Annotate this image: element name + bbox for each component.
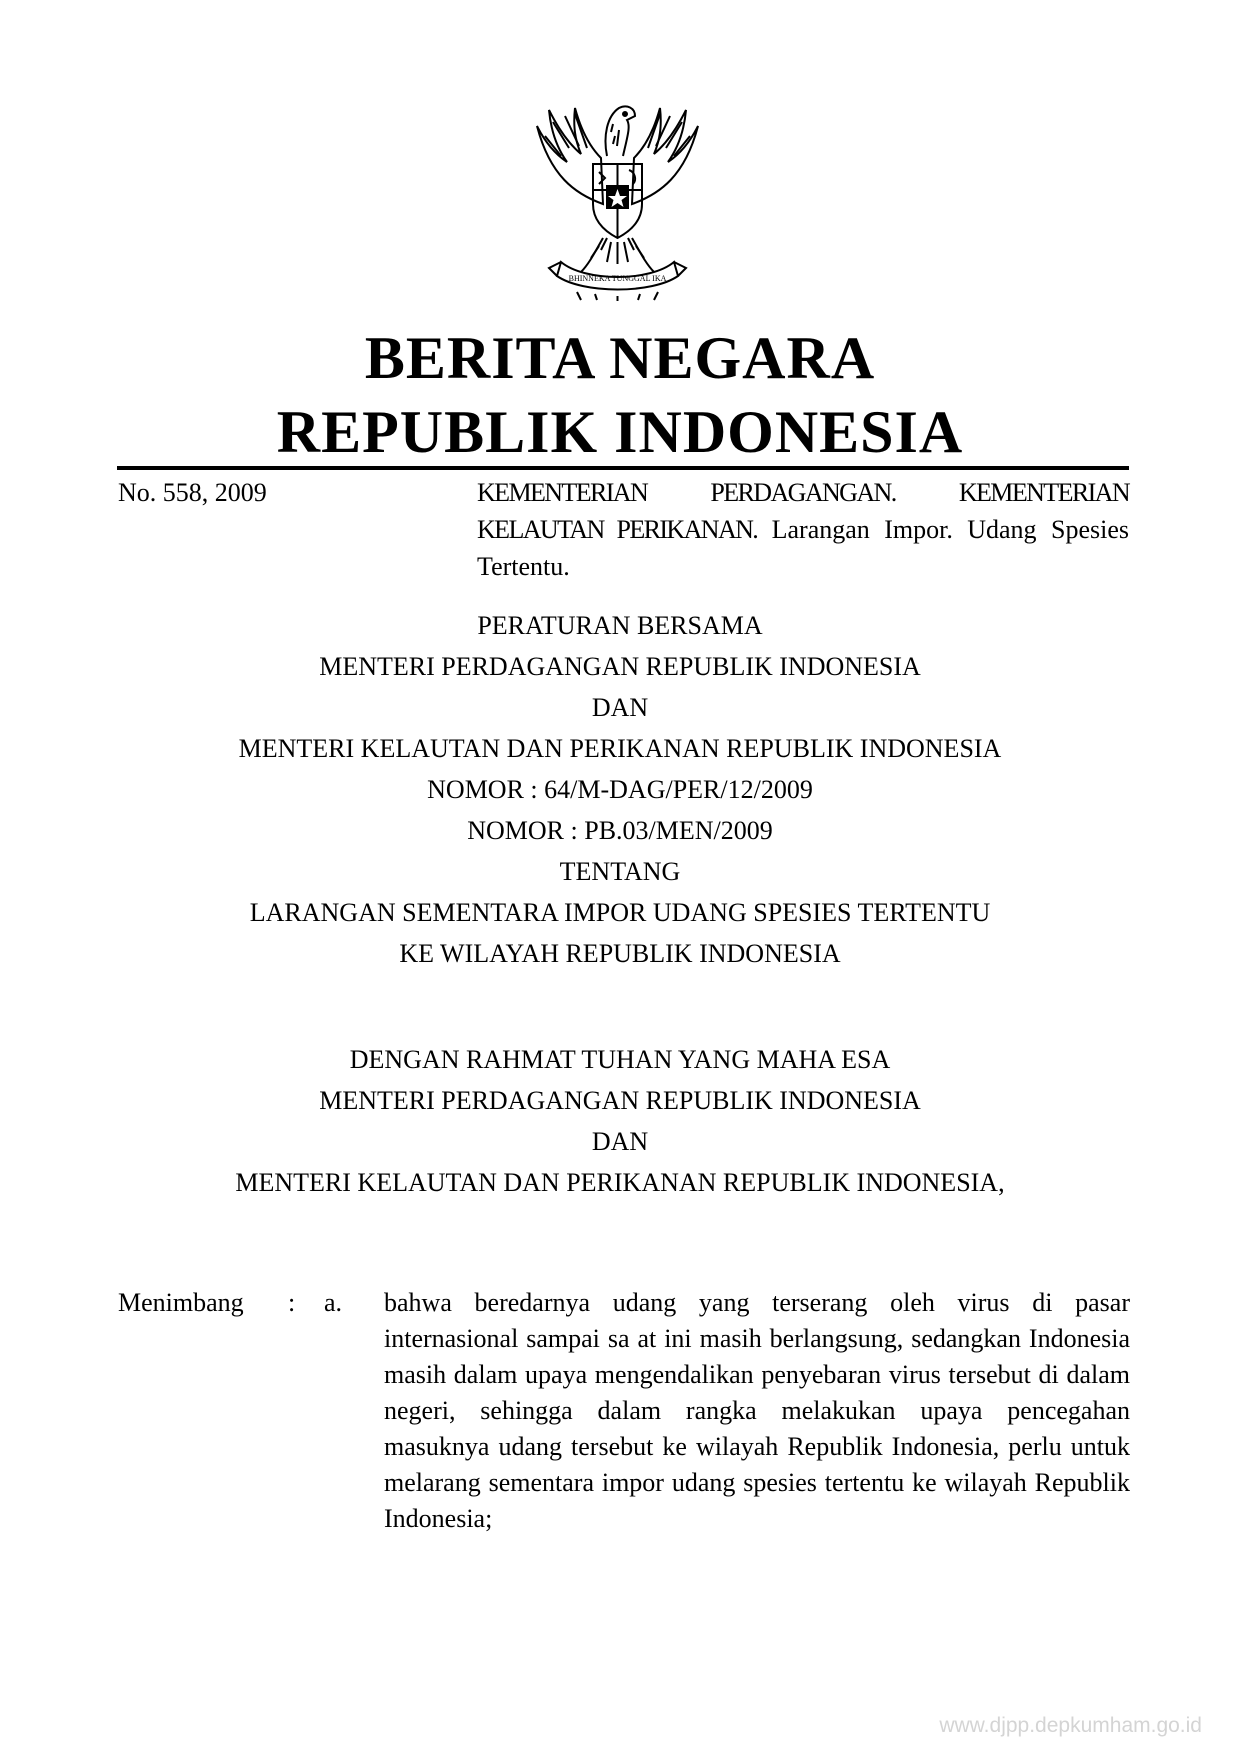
garuda-emblem-icon bbox=[515, 86, 720, 301]
preamble-line: DENGAN RAHMAT TUHAN YANG MAHA ESA bbox=[349, 1045, 891, 1074]
considering-item-text: bahwa beredarnya udang yang terserang oleh virus di pasar internasional sampai sa at ini masih berlangsung, sedangkan Indonesia masih dalam upaya mengendalikan penyebaran virus tersebut di dalam negeri, sehingga dalam rangka melakukan upaya pencegahan masuknya udang tersebut ke wilayah Republik Indonesia, perlu untuk melarang sementara impor udang spesies tertentu ke wilayah Republik Indonesia; bbox=[384, 1288, 1130, 1533]
masthead-line-1: BERITA NEGARA bbox=[364, 325, 876, 391]
header-divider bbox=[117, 466, 1129, 470]
issue-number: No. 558, 2009 bbox=[118, 478, 267, 507]
title-line: NOMOR : PB.03/MEN/2009 bbox=[467, 816, 773, 845]
preamble-line: MENTERI KELAUTAN DAN PERIKANAN REPUBLIK INDONESIA, bbox=[235, 1168, 1005, 1197]
preamble-line: MENTERI PERDAGANGAN REPUBLIK INDONESIA bbox=[319, 1086, 921, 1115]
preamble bbox=[0, 1039, 1240, 1203]
considering-item-letter: a. bbox=[324, 1288, 343, 1317]
summary-subject: Larangan Impor. Udang Spesies Tertentu. bbox=[477, 515, 1129, 581]
title-line: DAN bbox=[591, 693, 649, 722]
title-line: PERATURAN BERSAMA bbox=[477, 611, 763, 640]
regulation-title bbox=[0, 605, 1240, 974]
title-line: MENTERI PERDAGANGAN REPUBLIK INDONESIA bbox=[319, 652, 921, 681]
title-line: MENTERI KELAUTAN DAN PERIKANAN REPUBLIK INDONESIA bbox=[238, 734, 1002, 763]
title-line: KE WILAYAH REPUBLIK INDONESIA bbox=[399, 939, 841, 968]
emblem-motto: BHINNEKA TUNGGAL IKA bbox=[568, 274, 667, 283]
masthead-line-2: REPUBLIK INDONESIA bbox=[276, 399, 964, 465]
considering-label: Menimbang bbox=[118, 1288, 244, 1317]
title-line: NOMOR : 64/M-DAG/PER/12/2009 bbox=[427, 775, 813, 804]
title-line: TENTANG bbox=[559, 857, 681, 886]
title-line: LARANGAN SEMENTARA IMPOR UDANG SPESIES TERTENTU bbox=[249, 898, 991, 927]
summary-ministries: KEMENTERIAN PERDAGANGAN. KEMENTERIAN KELAUTAN PERIKANAN. bbox=[477, 478, 1129, 544]
preamble-line: DAN bbox=[591, 1127, 649, 1156]
considering-colon: : bbox=[288, 1288, 296, 1317]
issue-summary bbox=[477, 474, 1129, 585]
source-watermark: www.djpp.depkumham.go.id bbox=[939, 1714, 1202, 1737]
